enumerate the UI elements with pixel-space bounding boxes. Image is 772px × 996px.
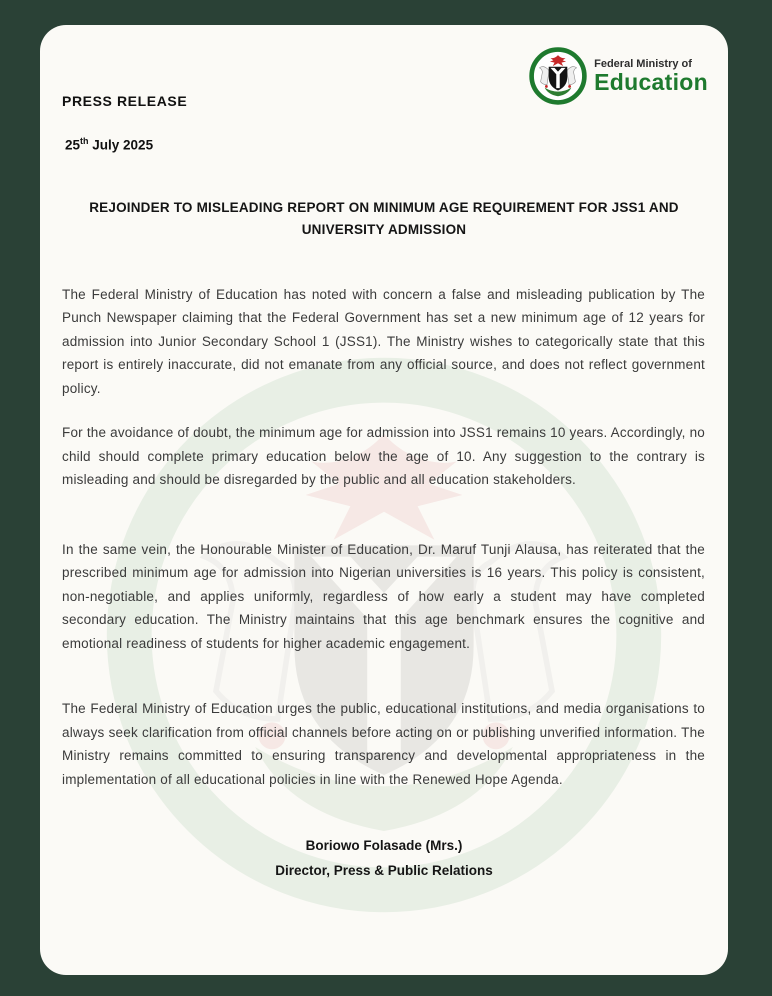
page-header xyxy=(40,25,728,153)
signature-block xyxy=(40,833,728,883)
logo-text-education: Education xyxy=(594,69,708,95)
page-content xyxy=(40,25,728,883)
header-left xyxy=(62,47,187,153)
ministry-logo xyxy=(529,47,708,105)
date-month-year: July 2025 xyxy=(88,137,154,153)
paragraph-1: The Federal Ministry of Education has noted with concern a false and misleading publication by The Punch Newspaper claiming that the Federal Government has set a new minimum age of 12 years for admission into Junior Secondary School 1 (JSS1). The Ministry wishes to categorically state that this report is entirely inaccurate, did not emanate from any official source, and does not reflect government policy. xyxy=(62,286,705,396)
press-release-page xyxy=(40,25,728,975)
logo-text-federal-ministry: Federal Ministry of xyxy=(594,58,692,70)
release-date xyxy=(65,136,187,153)
logo-wordmark xyxy=(594,58,708,94)
document-title: REJOINDER TO MISLEADING REPORT ON MINIMUM AGE REQUIREMENT FOR JSS1 AND UNIVERSITY ADMISSION xyxy=(89,199,679,237)
date-day: 25 xyxy=(65,137,81,153)
press-release-label: PRESS RELEASE xyxy=(62,93,188,109)
coat-of-arms-icon xyxy=(529,47,587,105)
paragraph-2: For the avoidance of doubt, the minimum age for admission into JSS1 remains 10 years. Accordingly, no child should complete primary education below the age of 10. Any suggestion to the contrary is misleading and should be disregarded by the public and all education stakeholders. xyxy=(62,425,705,487)
paragraph-4: The Federal Ministry of Education urges the public, educational institutions, and media organisations to always seek clarification from official channels before acting on or publishing unverified information. The Ministry remains committed to ensuring transparency and developmental appropriateness in the implementation of all educational policies in line with the Renewed Hope Agenda. xyxy=(62,701,705,787)
date-ordinal-suffix: th xyxy=(80,136,89,146)
paragraph-3: In the same vein, the Honourable Minister of Education, Dr. Maruf Tunji Alausa, has reiterated that the prescribed minimum age for admission into Nigerian universities is 16 years. This policy is consistent, non-negotiable, and applies uniformly, regardless of how early a student may have completed secondary education. The Ministry maintains that this age benchmark ensures the cognitive and emotional readiness of students for higher academic engagement. xyxy=(62,541,705,651)
press-release-body xyxy=(40,283,728,792)
signatory-name: Boriowo Folasade (Mrs.) xyxy=(305,838,463,853)
signatory-role: Director, Press & Public Relations xyxy=(275,863,493,878)
